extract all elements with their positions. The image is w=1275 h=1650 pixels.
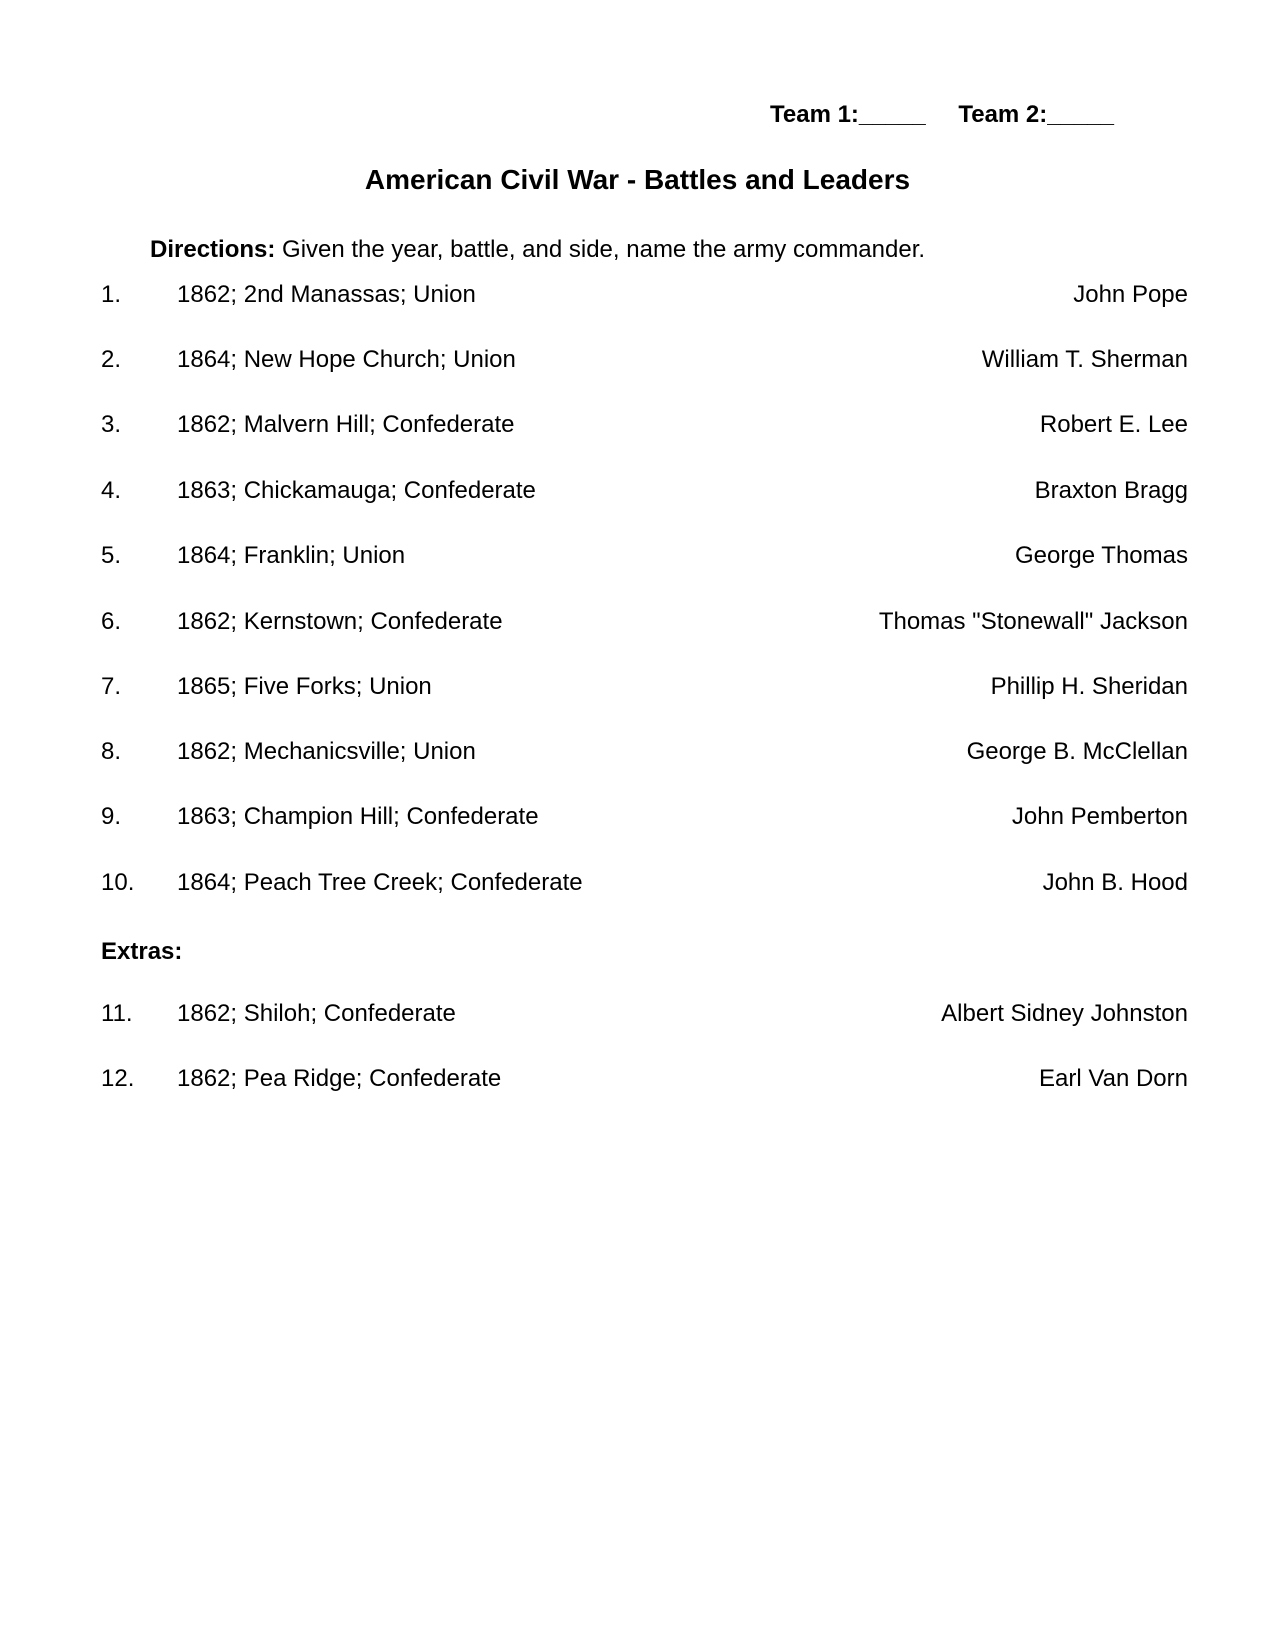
question-number: 10. <box>101 869 135 896</box>
directions <box>150 236 925 264</box>
question-row-7 <box>0 673 1275 703</box>
question-text: 1862; Kernstown; Confederate <box>177 608 503 635</box>
answer-text: George Thomas <box>1015 542 1188 569</box>
question-row-9 <box>0 803 1275 833</box>
question-text: 1864; Franklin; Union <box>177 542 406 569</box>
question-row-10 <box>0 869 1275 899</box>
question-row-2 <box>0 346 1275 376</box>
question-number: 8. <box>101 738 122 765</box>
question-text: 1865; Five Forks; Union <box>177 673 432 700</box>
question-number: 11. <box>101 1000 133 1027</box>
team-score-header <box>770 101 1114 129</box>
answer-text: Braxton Bragg <box>1034 477 1188 504</box>
answer-text: George B. McClellan <box>966 738 1188 765</box>
question-row-1 <box>0 281 1275 311</box>
team-2-score: Team 2:_____ <box>958 101 1115 128</box>
question-text: 1862; Mechanicsville; Union <box>177 738 476 765</box>
question-number: 9. <box>101 803 122 830</box>
question-text: 1862; Pea Ridge; Confederate <box>177 1065 502 1092</box>
answer-text: John B. Hood <box>1042 869 1188 896</box>
question-text: 1864; Peach Tree Creek; Confederate <box>177 869 583 896</box>
question-number: 1. <box>101 281 122 308</box>
directions-text: Given the year, battle, and side, name the army commander. <box>275 236 926 263</box>
answer-text: Phillip H. Sheridan <box>990 673 1188 700</box>
question-number: 2. <box>101 346 122 373</box>
question-row-11 <box>0 1000 1275 1030</box>
question-text: 1864; New Hope Church; Union <box>177 346 516 373</box>
question-number: 12. <box>101 1065 135 1092</box>
question-row-4 <box>0 477 1275 507</box>
extras-heading: Extras: <box>101 938 183 965</box>
question-row-5 <box>0 542 1275 572</box>
answer-text: Albert Sidney Johnston <box>941 1000 1188 1027</box>
question-number: 7. <box>101 673 122 700</box>
question-row-6 <box>0 608 1275 638</box>
question-row-8 <box>0 738 1275 768</box>
answer-text: Earl Van Dorn <box>1039 1065 1188 1092</box>
question-number: 4. <box>101 477 122 504</box>
answer-text: John Pope <box>1073 281 1188 308</box>
question-text: 1862; Shiloh; Confederate <box>177 1000 456 1027</box>
question-row-3 <box>0 411 1275 441</box>
question-text: 1862; Malvern Hill; Confederate <box>177 411 515 438</box>
answer-text: Robert E. Lee <box>1039 411 1188 438</box>
question-text: 1863; Champion Hill; Confederate <box>177 803 539 830</box>
question-number: 5. <box>101 542 122 569</box>
question-row-12 <box>0 1065 1275 1095</box>
team-1-score: Team 1:_____ <box>770 101 926 128</box>
question-number: 6. <box>101 608 122 635</box>
answer-text: William T. Sherman <box>981 346 1188 373</box>
directions-label: Directions: <box>150 236 276 263</box>
answer-text: John Pemberton <box>1011 803 1188 830</box>
question-number: 3. <box>101 411 122 438</box>
page-title: American Civil War - Battles and Leaders <box>364 164 911 195</box>
answer-text: Thomas "Stonewall" Jackson <box>878 608 1188 635</box>
question-text: 1862; 2nd Manassas; Union <box>177 281 476 308</box>
question-text: 1863; Chickamauga; Confederate <box>177 477 536 504</box>
